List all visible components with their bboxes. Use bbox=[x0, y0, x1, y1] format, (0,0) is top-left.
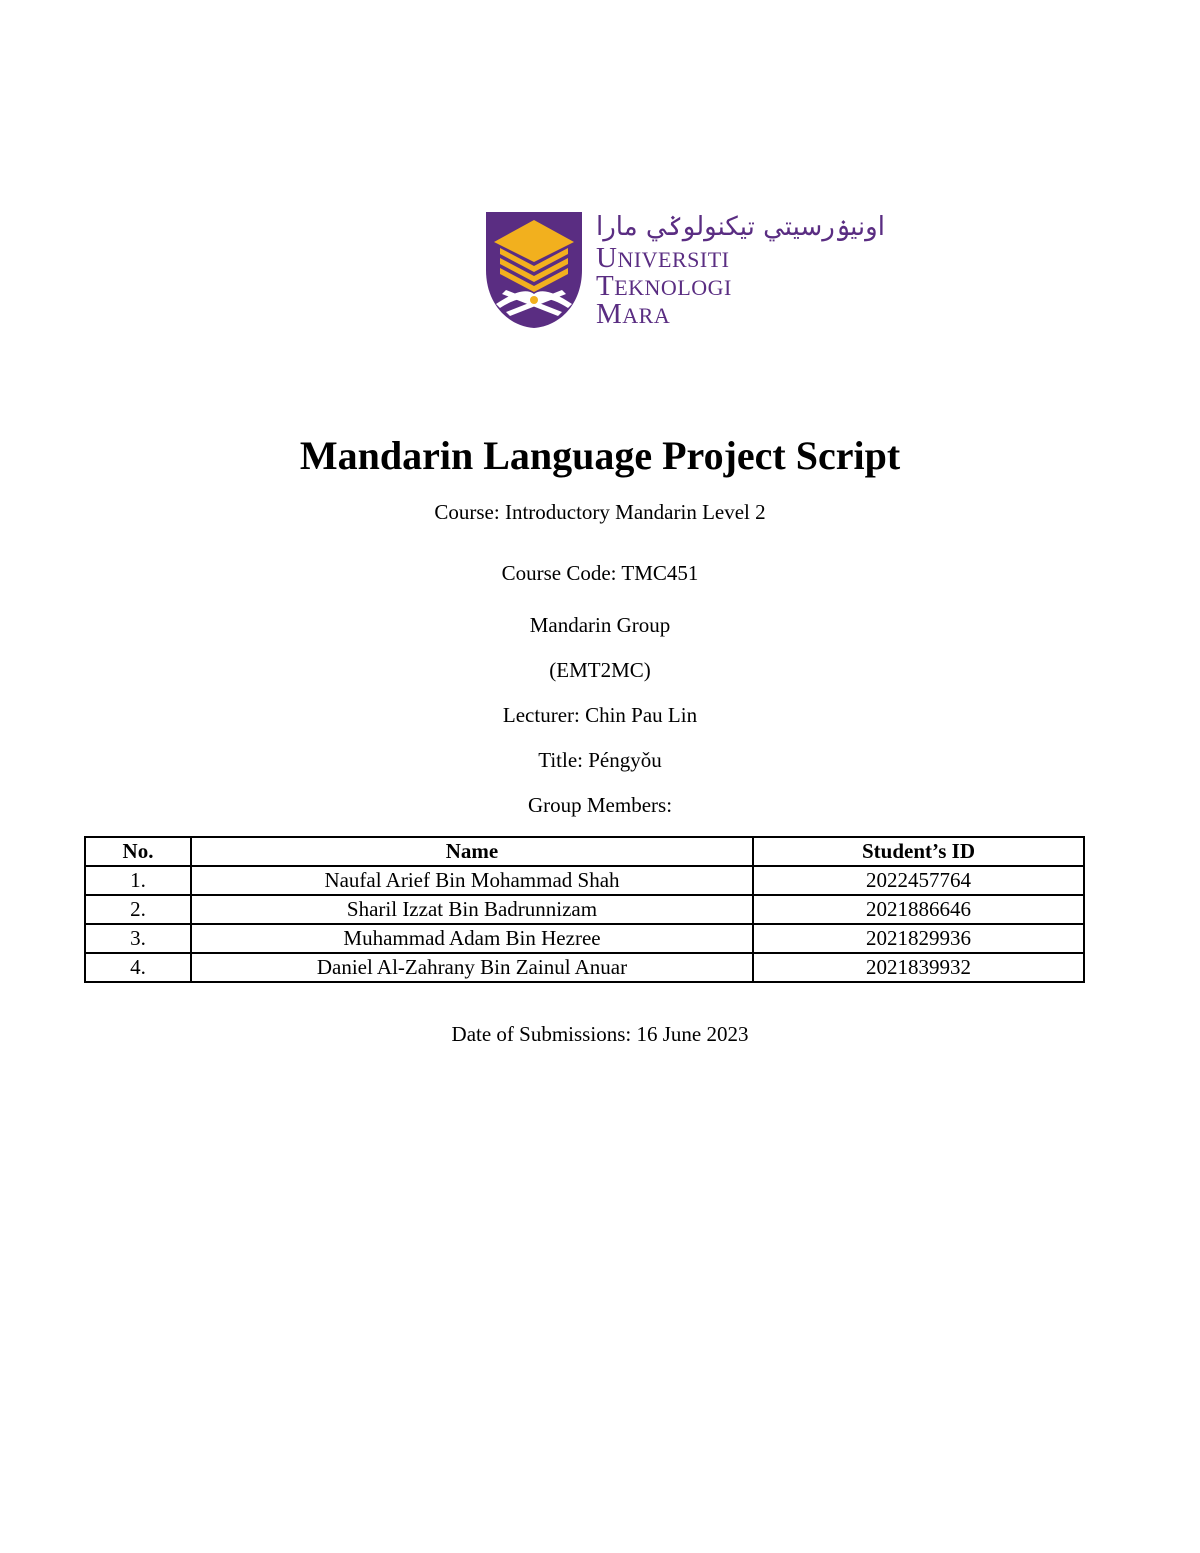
table-row bbox=[85, 953, 1084, 982]
university-logo bbox=[486, 212, 885, 332]
group-code-line: (EMT2MC) bbox=[549, 658, 651, 682]
student-id: 2021839932 bbox=[753, 953, 1084, 982]
group-members-label: Group Members: bbox=[527, 793, 673, 817]
member-name: Sharil Izzat Bin Badrunnizam bbox=[191, 895, 753, 924]
table-header-row bbox=[85, 837, 1084, 866]
course-code-line: Course Code: TMC451 bbox=[501, 561, 699, 585]
submission-date: Date of Submissions: 16 June 2023 bbox=[451, 1022, 749, 1046]
row-number: 1. bbox=[85, 866, 191, 895]
logo-line-universiti: UNIVERSITI bbox=[596, 242, 730, 274]
logo-line-mara: MARA bbox=[596, 298, 671, 330]
arabic-university-name: اونيۏرسيتي تيكنولوݢي مارا bbox=[596, 212, 885, 242]
group-members-table bbox=[84, 836, 1085, 983]
student-id: 2022457764 bbox=[753, 866, 1084, 895]
header-student-id: Student’s ID bbox=[753, 837, 1084, 866]
header-no: No. bbox=[85, 837, 191, 866]
student-id: 2021886646 bbox=[753, 895, 1084, 924]
member-name: Daniel Al-Zahrany Bin Zainul Anuar bbox=[191, 953, 753, 982]
logo-line-teknologi: TEKNOLOGI bbox=[596, 270, 732, 302]
lecturer-line: Lecturer: Chin Pau Lin bbox=[502, 703, 698, 727]
course-line: Course: Introductory Mandarin Level 2 bbox=[434, 500, 766, 524]
row-number: 4. bbox=[85, 953, 191, 982]
member-name: Muhammad Adam Bin Hezree bbox=[191, 924, 753, 953]
group-line: Mandarin Group bbox=[529, 613, 671, 637]
project-title-line: Title: Péngyǒu bbox=[538, 748, 662, 772]
university-crest-icon bbox=[486, 212, 582, 328]
table-row bbox=[85, 866, 1084, 895]
member-name: Naufal Arief Bin Mohammad Shah bbox=[191, 866, 753, 895]
row-number: 3. bbox=[85, 924, 191, 953]
table-row bbox=[85, 924, 1084, 953]
header-name: Name bbox=[191, 837, 753, 866]
table-row bbox=[85, 895, 1084, 924]
student-id: 2021829936 bbox=[753, 924, 1084, 953]
document-title: Mandarin Language Project Script bbox=[299, 433, 901, 478]
row-number: 2. bbox=[85, 895, 191, 924]
